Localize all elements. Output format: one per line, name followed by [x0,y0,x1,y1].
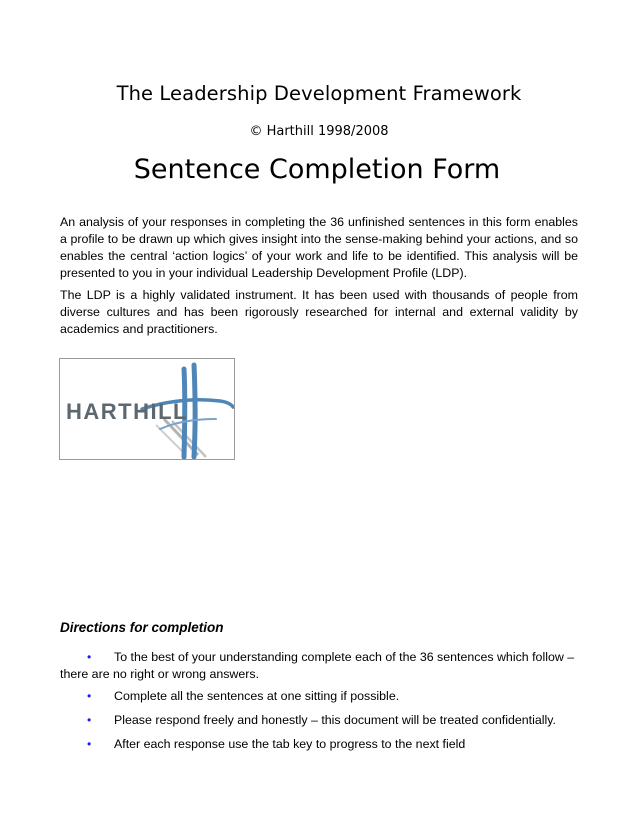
list-item [60,649,580,683]
directions-heading: Directions for completion [60,620,224,635]
list-item-text: Complete all the sentences at one sitting if possible. [114,689,400,703]
copyright-notice: © Harthill 1998/2008 [249,124,389,139]
intro-paragraph-1: An analysis of your responses in completing the 36 unfinished sentences in this form enables a profile to be drawn up which gives insight into the sense-making behind your actions, and so enables the central ‘action logics’ of your work and life to be identified. This analysis will be presented to you in your individual Leadership Development Profile (LDP). [60,215,578,280]
bullet-icon: • [87,713,92,727]
list-item-text: Please respond freely and honestly – this document will be treated confidentially. [114,713,556,727]
list-item-text: To the best of your understanding complete each of the 36 sentences which follow – there are no right or wrong answers. [60,650,575,681]
document-title: The Leadership Development Framework [116,82,522,105]
list-item-text: After each response use the tab key to progress to the next field [114,737,466,751]
bullet-icon: • [87,689,92,703]
bullet-icon: • [87,650,92,664]
list-item [60,736,580,753]
list-item [60,688,580,705]
form-title: Sentence Completion Form [133,154,501,185]
directions-list [60,649,580,753]
harthill-logo [59,358,235,460]
bullet-icon: • [87,737,92,751]
intro-paragraph-2: The LDP is a highly validated instrument. It has been used with thousands of people from diverse cultures and has been rigorously researched for internal and external validity by academics and practitioners. [60,288,578,336]
list-item [60,712,580,729]
logo-text: HARTHILL [66,399,188,424]
